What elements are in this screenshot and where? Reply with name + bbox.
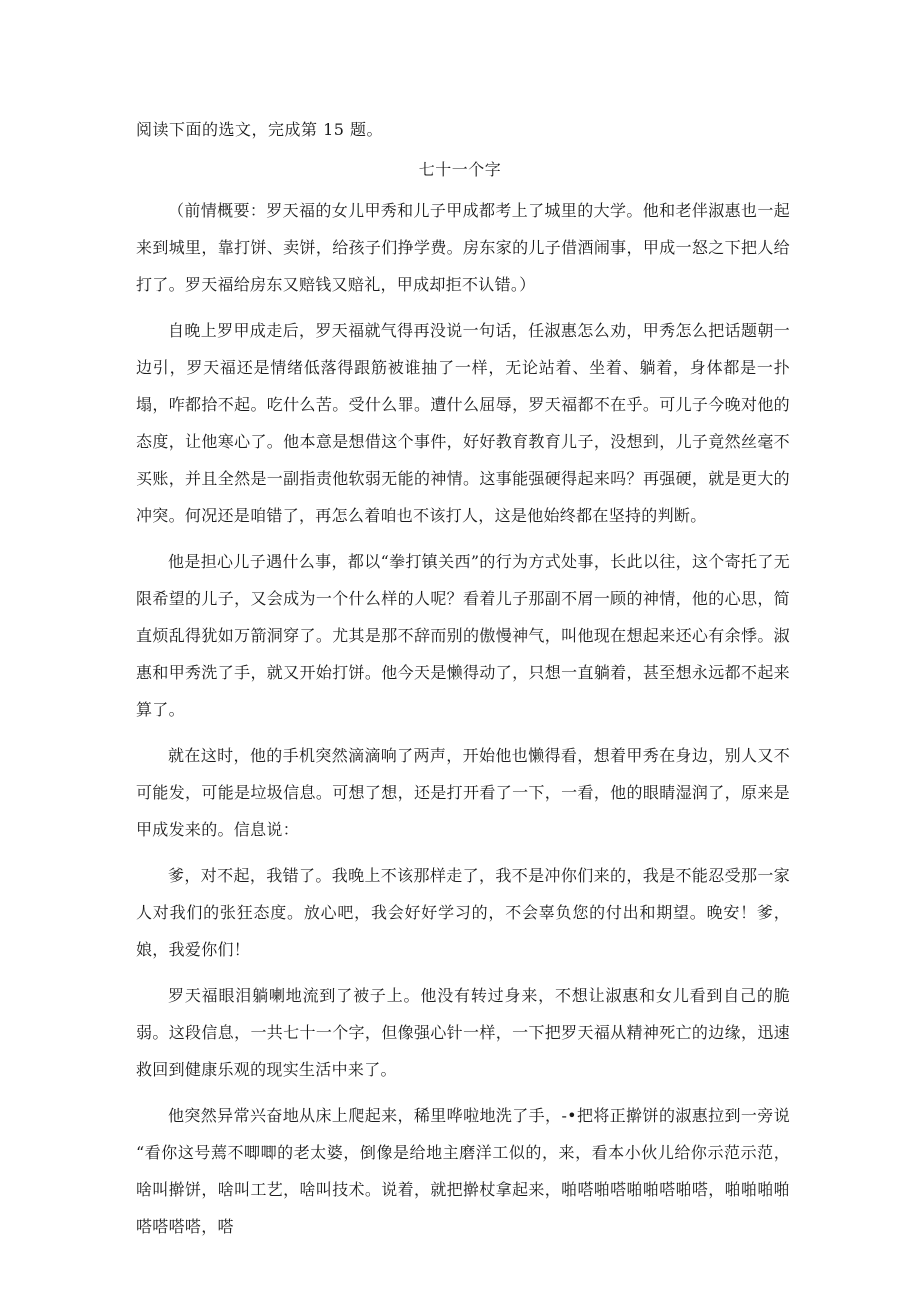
paragraph: 他是担心儿子遇什么事，都以“拳打镇关西”的行为方式处事，长此以往，这个寄托了无限希望的儿子，又会成为一个什么样的人呢？看着儿子那副不屑一顾的神情，他的心思，简直烦乱得犹如万箭洞穿了。尤其是那不辞而别的傲慢神气，叫他现在想起来还心有余悸。淑惠和甲秀洗了手，就又开始打饼。他今天是懒得动了，只想一直躺着，甚至想永远都不起来算了。 bbox=[136, 552, 790, 719]
article-body bbox=[136, 192, 790, 1254]
paragraph-background: （前情概要：罗天福的女儿甲秀和儿子甲成都考上了城里的大学。他和老伴淑惠也一起来到城里，靠打饼、卖饼，给孩子们挣学费。房东家的儿子借酒闹事，甲成一怒之下把人给打了。罗天福给房东又赔钱又赔礼，甲成却拒不认错。） bbox=[136, 201, 790, 294]
article-title: 七十一个字 bbox=[418, 160, 502, 179]
reading-instruction: 阅读下面的选文，完成第 15 题。 bbox=[136, 120, 384, 139]
paragraph: 就在这时，他的手机突然滴滴响了两声，开始他也懒得看，想着甲秀在身边，别人又不可能发，可能是垃圾信息。可想了想，还是打开看了一下，一看，他的眼睛湿润了，原来是甲成发来的。信息说： bbox=[136, 746, 790, 839]
paragraph: 他突然异常兴奋地从床上爬起来，稀里哗啦地洗了手，-•把将正擀饼的淑惠拉到一旁说 “看你这号蔫不唧唧的老太婆，倒像是给地主磨洋工似的，来，看本小伙儿给你示范示范，啥叫擀饼，啥叫工艺，啥叫技术。说着，就把擀杖拿起来，啪嗒啪嗒啪啪嗒啪嗒，啪啪啪啪嗒嗒嗒嗒，嗒 bbox=[136, 1106, 790, 1236]
paragraph-text-message: 爹，对不起，我错了。我晚上不该那样走了，我不是冲你们来的，我是不能忍受那一家人对我们的张狂态度。放心吧，我会好好学习的，不会辜负您的付出和期望。晚安！爹，娘，我爱你们！ bbox=[136, 866, 790, 959]
paragraph: 自晚上罗甲成走后，罗天福就气得再没说一句话，任淑惠怎么劝，甲秀怎么把话题朝一边引，罗天福还是情绪低落得跟筋被谁抽了一样，无论站着、坐着、躺着，身体都是一扑塌，咋都拾不起。吃什么苦。受什么罪。遭什么屈辱，罗天福都不在乎。可儿子今晚对他的态度，让他寒心了。他本意是想借这个事件，好好教育教育儿子，没想到，儿子竟然丝毫不买账，并且全然是一副指责他软弱无能的神情。这事能强硬得起来吗？再强硬，就是更大的冲突。何况还是咱错了，再怎么着咱也不该打人，这是他始终都在坚持的判断。 bbox=[136, 321, 790, 525]
paragraph: 罗天福眼泪躺喇地流到了被子上。他没有转过身来，不想让淑惠和女儿看到自己的脆弱。这段信息，一共七十一个字，但像强心针一样，一下把罗天福从精神死亡的边缘，迅速救回到健康乐观的现实生活中来了。 bbox=[136, 986, 790, 1079]
